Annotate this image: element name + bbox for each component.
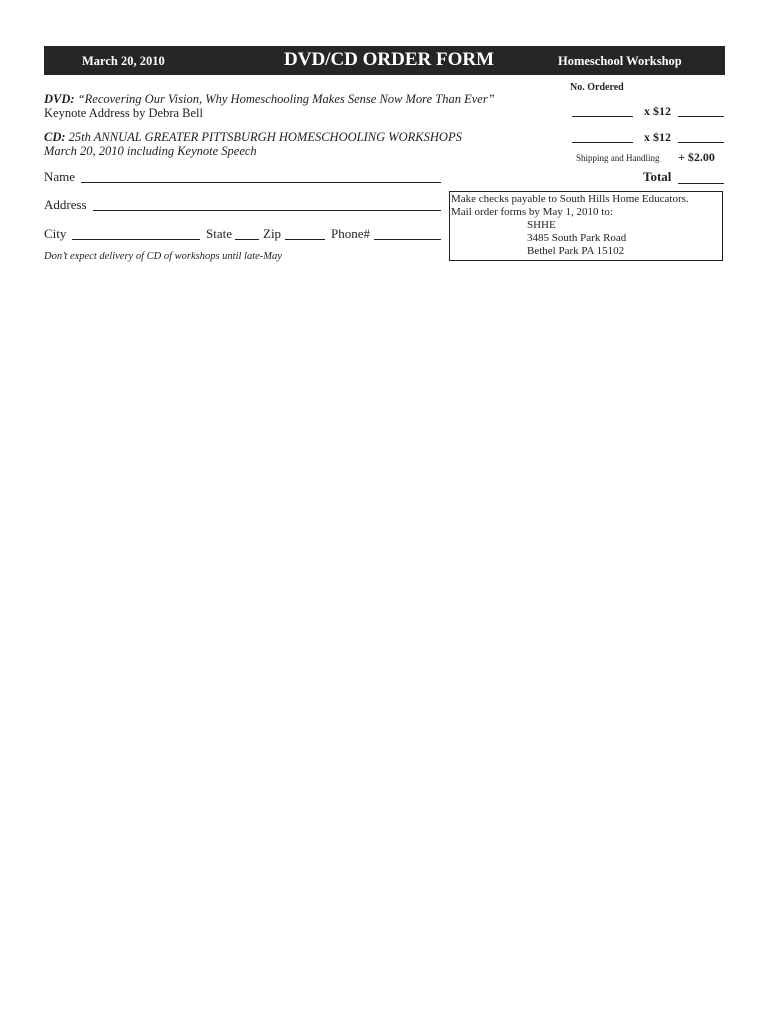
- total-field[interactable]: [678, 183, 724, 184]
- cd-amount-field[interactable]: [678, 142, 724, 143]
- dvd-item: [44, 92, 495, 120]
- cd-price: x $12: [644, 130, 671, 144]
- phone-label: Phone#: [331, 226, 370, 241]
- city-label: City: [44, 226, 67, 241]
- cd-quantity-field[interactable]: [572, 142, 633, 143]
- state-label: State: [206, 226, 232, 241]
- cd-tag: CD:: [44, 130, 66, 144]
- shipping-label: Shipping and Handling: [576, 153, 660, 163]
- dvd-title: “Recovering Our Vision, Why Homeschooling Makes Sense Now More Than Ever”: [77, 92, 495, 106]
- state-field[interactable]: [235, 239, 259, 240]
- city-row: [44, 226, 444, 244]
- dvd-price: x $12: [644, 104, 671, 118]
- mail-line-org: SHHE: [527, 219, 556, 231]
- address-label: Address: [44, 197, 87, 212]
- phone-field[interactable]: [374, 239, 441, 240]
- shipping-value: + $2.00: [678, 150, 715, 164]
- mail-line-street: 3485 South Park Road: [527, 232, 627, 244]
- dvd-tag: DVD:: [44, 92, 75, 106]
- dvd-detail: Keynote Address by Debra Bell: [44, 106, 203, 120]
- name-field[interactable]: [81, 182, 441, 183]
- cd-title: 25th ANNUAL GREATER PITTSBURGH HOMESCHOOLING WORKSHOPS: [68, 130, 462, 144]
- mail-line-payable: Make checks payable to South Hills Home Educators.: [451, 193, 689, 205]
- zip-label: Zip: [263, 226, 282, 241]
- name-row: [44, 169, 444, 187]
- no-ordered-heading: No. Ordered: [570, 82, 624, 93]
- cd-item: [44, 130, 462, 158]
- mail-line-deadline: Mail order forms by May 1, 2010 to:: [451, 206, 613, 218]
- mailing-info-box: [449, 191, 723, 261]
- address-field[interactable]: [93, 210, 441, 211]
- dvd-quantity-field[interactable]: [572, 116, 633, 117]
- header-bar: [44, 46, 725, 75]
- dvd-amount-field[interactable]: [678, 116, 724, 117]
- total-label: Total: [643, 169, 672, 184]
- zip-field[interactable]: [285, 239, 325, 240]
- city-field[interactable]: [72, 239, 200, 240]
- header-subtitle: Homeschool Workshop: [558, 54, 682, 68]
- name-label: Name: [44, 169, 76, 184]
- header-date: March 20, 2010: [82, 54, 165, 68]
- delivery-note: Don’t expect delivery of CD of workshops until late-May: [44, 251, 282, 262]
- form-title: DVD/CD ORDER FORM: [284, 49, 495, 70]
- cd-detail: March 20, 2010 including Keynote Speech: [44, 144, 257, 158]
- mail-line-city: Bethel Park PA 15102: [527, 245, 625, 257]
- address-row: [44, 197, 444, 215]
